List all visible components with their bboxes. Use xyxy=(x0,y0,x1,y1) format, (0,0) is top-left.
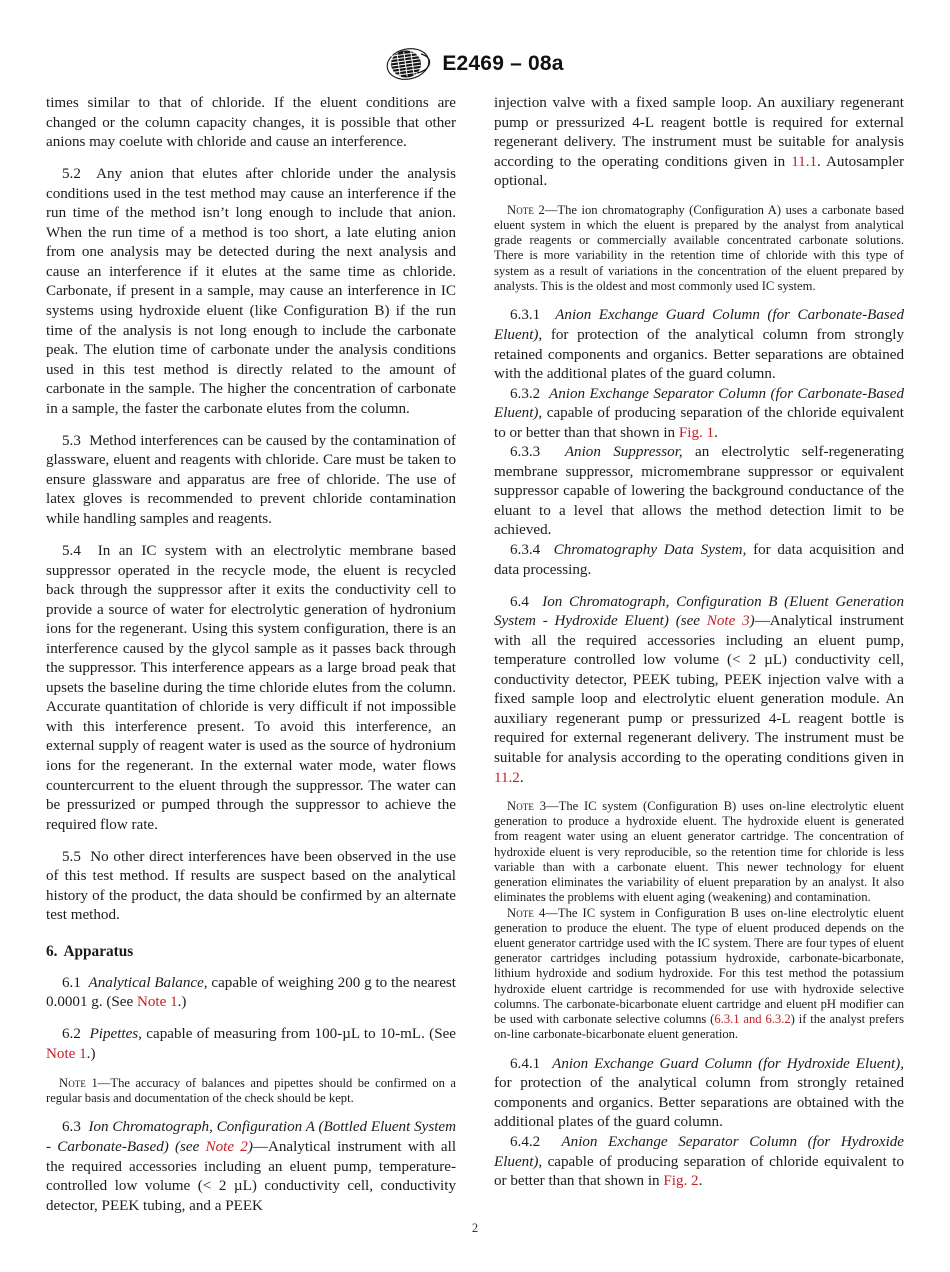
clause-title-a: Ion Chromatograph, Configuration B (Eluent Generation System - Hydroxide Eluent) (see xyxy=(494,593,905,630)
clause-number: 6.1 xyxy=(62,974,81,991)
section-number: 6. xyxy=(46,942,58,960)
link-fig-2[interactable]: Fig. 2 xyxy=(663,1173,699,1190)
clause-title: Chromatography Data System, xyxy=(553,542,747,559)
paragraph-text: times similar to that of chloride. If the eluent conditions are changed or the column capacity changes, it is possible that other anions may coelute with chloride and cause an interference. xyxy=(46,95,456,151)
paragraph-text: —Analytical instrument with all the required accessories including an eluent pump, temperature-controlled low volume (< 2 µL) conductivity cell, conductivity detector, PEEK tubing, and a PEEK xyxy=(46,1139,457,1214)
paragraph-text-end: .) xyxy=(86,1046,96,1063)
note-label: Note xyxy=(507,202,534,217)
note-label: Note xyxy=(507,905,534,920)
paragraph-text: capable of measuring from 100-µL to 10-mL. (See xyxy=(141,1026,457,1043)
clause-title-b: ) xyxy=(749,613,755,630)
link-note-2[interactable]: Note 2 xyxy=(205,1139,248,1156)
paragraph-text: Method interferences can be caused by the contamination of glassware, eluent and reagents with chloride. Care must be taken to ensure glassware and apparatus are free of chloride. The use of latex gloves is recommended to prevent chloride contamination while handling samples and reagents. xyxy=(46,432,456,527)
clause-number: 6.3.2 xyxy=(510,385,541,402)
note-text: —The IC system (Configuration B) uses on-line electrolytic eluent generation to produce a hydroxide eluent. The hydroxide eluent is generated from reagent water using an eluent generator cartridge. The concentration of hydroxide eluent is very reproducible, so the retention time for chloride is less variable than with a carbonate eluent. This newer technology for eluent generation eliminates the variability of eluent preparation by an analyst. It also eliminates the problems with eluent aging (weakening) and contamination. xyxy=(494,799,904,905)
clause-title: Analytical Balance, xyxy=(88,974,208,991)
paragraph-text: capable of weighing 200 g to the nearest 0.0001 g. (See xyxy=(46,974,456,1011)
paragraph-6-3-continued xyxy=(494,94,904,192)
clause-number: 6.3.4 xyxy=(510,542,541,559)
paragraph-text-end: .) xyxy=(177,994,187,1011)
clause-number: 6.3.3 xyxy=(510,444,541,461)
paragraph-text: for data acquisition and data processing. xyxy=(494,542,904,578)
paragraph-text: —Analytical instrument with all the required accessories including an eluent pump, temperature controlled low volume (< 2 µL) conductivity cell, conductivity detector, PEEK tubing, PEEK injection valve with a fixed sample loop and electrolytic eluent generation module. An auxiliary regenerant pump or pressurized 4-L reagent bottle is required for external regenerant delivery. The instrument must be suitable for analysis according to the operating conditions given in xyxy=(494,613,905,766)
link-note-3[interactable]: Note 3 xyxy=(706,613,750,630)
clause-title-b: ) xyxy=(247,1139,253,1156)
paragraph-text: an electrolytic self-regenerating membrane suppressor, micromembrane suppressor or equivalent suppressor capable of lowering the background conductance of the eluant to a level that allows the method detection limit to be achieved. xyxy=(494,444,905,539)
section-heading-6 xyxy=(46,942,456,962)
note-number: 1 xyxy=(91,1075,98,1090)
clause-number: 6.4.1 xyxy=(510,1055,541,1072)
paragraph-6-4-2 xyxy=(494,1133,904,1192)
paragraph-text-end: . xyxy=(519,769,524,786)
page-header xyxy=(0,40,950,88)
note-3 xyxy=(494,799,904,905)
note-label: Note xyxy=(59,1075,86,1090)
link-note-1[interactable]: Note 1 xyxy=(46,1046,87,1063)
note-text: —The accuracy of balances and pipettes should be confirmed on a regular basis and documentation of the check should be kept. xyxy=(46,1075,456,1105)
document-designation: E2469 – 08a xyxy=(442,52,564,75)
clause-title: Anion Exchange Separator Column (for Carbonate-Based Eluent), xyxy=(494,385,904,422)
paragraph-6-4 xyxy=(494,593,904,788)
left-column xyxy=(46,94,456,1216)
paragraph-6-1 xyxy=(46,974,456,1013)
paragraph-5-2 xyxy=(46,165,456,419)
paragraph-6-2 xyxy=(46,1025,456,1064)
clause-number: 6.2 xyxy=(62,1026,81,1043)
clause-number: 5.4 xyxy=(62,542,81,559)
clause-number: 5.3 xyxy=(62,432,81,449)
page-number: 2 xyxy=(471,1221,479,1235)
link-fig-1[interactable]: Fig. 1 xyxy=(678,424,715,441)
paragraph-6-3 xyxy=(46,1118,456,1216)
paragraph-text: injection valve with a fixed sample loop. An auxiliary regenerant pump or pressurized 4-L reagent bottle is required for external regenerant delivery. The instrument must be suitable for analysis according to the operating conditions given in xyxy=(494,95,904,170)
paragraph-6-3-2 xyxy=(494,385,904,444)
paragraph-text: capable of producing separation of chloride equivalent to or better than that shown in xyxy=(494,1153,904,1190)
clause-title: Anion Exchange Guard Column (for Carbonate-Based Eluent), xyxy=(494,307,904,343)
paragraph-text-end: . xyxy=(698,1173,703,1190)
clause-number: 6.4.2 xyxy=(510,1134,541,1151)
note-text: —The IC system in Configuration B uses on-line electrolytic eluent generation to produce the eluent. The type of eluent produced depends on the eluent generator cartridge used with the IC system. There are four types of eluent generator cartridges including potassium hydroxide, carbonate-bicarbonate, lithium hydroxide and sodium hydroxide. For this test method the potassium hydroxide eluent cartridge is recommended for use with hydroxide selective columns. The carbonate-bicarbonate eluent cartridge and eluent pH modifier can be used with carbonate selective columns ( xyxy=(494,905,904,1026)
section-title: Apparatus xyxy=(63,942,134,960)
astm-logo-icon xyxy=(386,45,432,83)
paragraph-5-5 xyxy=(46,848,456,926)
paragraph-5-4 xyxy=(46,542,456,835)
paragraph-6-3-3 xyxy=(494,443,904,541)
link-section-11-1[interactable]: 11.1 xyxy=(791,153,818,170)
clause-title: Pipettes, xyxy=(89,1026,142,1043)
note-1 xyxy=(46,1076,456,1106)
link-section-11-2[interactable]: 11.2 xyxy=(494,769,520,786)
clause-title: Anion Suppressor, xyxy=(564,444,683,461)
paragraph-5-3 xyxy=(46,432,456,530)
paragraph-6-3-1 xyxy=(494,306,904,384)
clause-title: Anion Exchange Guard Column (for Hydroxide Eluent), xyxy=(552,1055,905,1072)
paragraph-text: for protection of the analytical column from strongly retained components and organics. Better separations are obtained with the additional plates of the guard column. xyxy=(494,1075,904,1131)
note-number: 3 xyxy=(539,799,547,814)
clause-title-a: Ion Chromatograph, Configuration A (Bottled Eluent System - Carbonate-Based) (see xyxy=(46,1119,456,1156)
clause-number: 5.5 xyxy=(62,848,81,865)
paragraph-5-1-continued xyxy=(46,94,456,153)
clause-number: 6.4 xyxy=(510,593,529,610)
note-text-end: ) if the analyst prefers on-line carbonate-bicarbonate eluent generation. xyxy=(494,1011,904,1042)
clause-title: Anion Exchange Separator Column (for Hydroxide Eluent), xyxy=(494,1134,905,1170)
clause-number: 6.3.1 xyxy=(510,307,541,324)
paragraph-text: capable of producing separation of the chloride equivalent to or better than that shown in xyxy=(494,405,904,441)
clause-number: 5.2 xyxy=(62,166,81,183)
link-note-1[interactable]: Note 1 xyxy=(136,994,178,1011)
paragraph-text: for protection of the analytical column from strongly retained components and organics. Better separations are obtained with the additional plates of the guard column. xyxy=(494,327,904,383)
paragraph-6-4-1 xyxy=(494,1055,904,1133)
right-column xyxy=(494,94,904,1216)
two-column-body xyxy=(46,94,904,1216)
paragraph-6-3-4 xyxy=(494,541,904,580)
note-text: —The ion chromatography (Configuration A) uses a carbonate based eluent system in which the eluent is prepared by the analyst from analytical grade reagents or commercially available concentrated carbonate solutions. There is more variability in the retention time of chloride with this type of system as a result of variations in the concentration of the eluent prepared by analysts. This is the oldest and most commonly used IC system. xyxy=(494,202,904,293)
note-label: Note xyxy=(507,799,534,814)
paragraph-text: Any anion that elutes after chloride under the analysis conditions used in the test method may cause an interference if the run time of the method isn’t long enough to include that anion. When the run time of a method is too short, a late eluting anion from one analysis may be detected during the next analysis and cause an interference if it elutes at the same time as chloride. Carbonate, if present in a sample, may cause an interference in IC systems using hydroxide eluent (like Configuration B) if the run time of the analysis is not long enough to include the carbonate peak. The elution time of carbonate under the analysis conditions used in this test method is directly related to the amount of carbonate in the sample. The higher the concentration of carbonate in a sample, the faster the carbonate elutes from the column. xyxy=(46,166,456,417)
paragraph-text-end: . xyxy=(714,424,718,441)
paragraph-text-end: . Autosampler optional. xyxy=(494,153,905,190)
link-sections-6-3-1-and-6-3-2[interactable]: 6.3.1 and 6.3.2 xyxy=(714,1011,791,1026)
note-number: 2 xyxy=(538,202,545,217)
note-2 xyxy=(494,203,904,294)
paragraph-text: In an IC system with an electrolytic membrane based suppressor operated in the recycle mode, the eluent is recycled back through the suppressor after it exits the conductivity cell to provide a source of water for electrolytic generation of hydronium ions for the regenerant. Using this system configuration, there is an interference caused by the glycol sample as it passes back through the suppressor. This interference appears as a large broad peak that upsets the baseline during the time chloride elutes from the column. Accurate quantitation of chloride is very difficult if not impossible with this interference present. To avoid this interference, an external supply of reagent water is used as the source of hydronium ions for the regenerant. In the external water mode, water flows countercurrent to the eluent through the suppressor. The water can be pressurized or pumped through the suppressor to achieve the required flow rate. xyxy=(46,542,457,833)
clause-number: 6.3 xyxy=(62,1119,81,1136)
paragraph-text: No other direct interferences have been observed in the use of this test method. If results are suspect based on the analytical history of the product, the data should be confirmed by an alternate test method. xyxy=(46,848,457,924)
note-number: 4 xyxy=(539,905,546,920)
note-4 xyxy=(494,906,904,1043)
